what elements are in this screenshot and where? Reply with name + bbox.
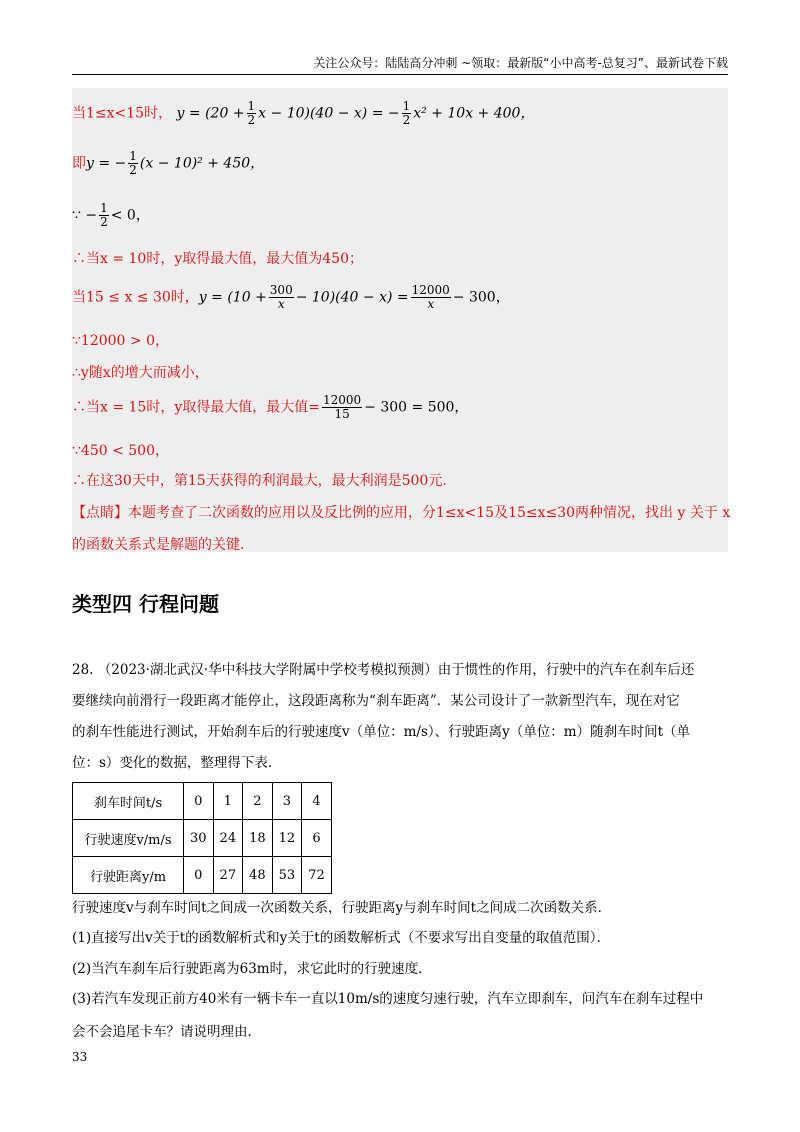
table-row: [73, 857, 332, 894]
table-cell: 48: [243, 857, 273, 894]
condition-text: 当15 ≤ x ≤ 30时，: [72, 289, 199, 306]
table-row: [73, 783, 332, 820]
section-title: 类型四 行程问题: [72, 592, 219, 616]
subquestion-1: (1)直接写出v关于t的函数解析式和y关于t的函数解析式（不要求写出自变量的取值范围）．: [72, 930, 610, 946]
fraction: $\frac{1}{2}$: [100, 201, 108, 230]
table-cell: 27: [213, 857, 243, 894]
table-cell: 72: [302, 857, 332, 894]
row-header: 行驶距离y/m: [73, 857, 184, 894]
question-line-3: 的刹车性能进行测试，开始刹车后的行驶速度v（单位：m/s）、行驶距离y（单位：m）随刹车时间t（单: [72, 724, 691, 740]
subquestion-3-line-2: 会不会追尾卡车？请说明理由．: [72, 1024, 261, 1040]
remark-line-1: 【点睛】本题考查了二次函数的应用以及反比例的应用，分1≤x<15及15≤x≤30两种情况，找出 y 关于 x: [72, 505, 731, 521]
table-cell: 6: [302, 820, 332, 857]
table-cell: 1: [213, 783, 243, 820]
table-cell: 18: [243, 820, 273, 857]
formula-part: x − 10)(40 − x) = −: [258, 105, 400, 122]
solution-line-8: [72, 394, 468, 421]
table-cell: 0: [184, 783, 214, 820]
solution-line-1: [72, 100, 534, 127]
solution-line-4: ∴当x = 10时，y取得最大值，最大值为450；: [72, 251, 363, 267]
solution-line-10: ∴在这30天中，第15天获得的利润最大，最大利润是500元.: [72, 473, 447, 489]
formula-part: y = (20 +: [176, 105, 245, 122]
fraction: $\frac{1}{2}$: [402, 99, 411, 128]
subquestion-3-line-1: (3)若汽车发现正前方40米有一辆卡车一直以10m/s的速度匀速行驶，汽车立即刹车，问汽车在刹车过程中: [72, 991, 704, 1007]
table-cell: 0: [184, 857, 214, 894]
subquestion-2: (2)当汽车刹车后行驶距离为63m时，求它此时的行驶速度．: [72, 961, 432, 977]
formula-part: x² + 10x + 400，: [413, 105, 535, 122]
page-number: 33: [72, 1050, 88, 1064]
solution-line-2: [72, 150, 264, 177]
relation-text: 行驶速度v与刹车时间t之间成一次函数关系，行驶距离y与刹车时间t之间成二次函数关系．: [72, 900, 612, 916]
formula-part: − 300 = 500，: [364, 399, 469, 416]
table-row: [73, 820, 332, 857]
question-line-1: 28. （2023·湖北武汉·华中科技大学附属中学校考模拟预测）由于惯性的作用，行驶中的汽车在刹车后还: [72, 662, 695, 678]
solution-line-6: ∵12000 > 0，: [72, 333, 169, 349]
formula-part: ∵ −: [72, 207, 98, 224]
formula-part: y = −: [86, 155, 127, 172]
formula-part: < 0，: [110, 207, 150, 224]
formula-part: y = (10 +: [198, 289, 267, 306]
fraction: $\frac{300}{x}$: [269, 283, 293, 312]
text: ∴当x = 15时，y取得最大值，最大值=: [72, 399, 320, 416]
table-cell: 30: [184, 820, 214, 857]
formula-part: − 300，: [452, 289, 510, 306]
solution-line-3: [72, 202, 150, 229]
solution-line-9: ∵450 < 500，: [72, 443, 169, 459]
fraction: $\frac{12000}{15}$: [322, 393, 362, 422]
table-cell: 3: [272, 783, 302, 820]
solution-line-7: ∴y随x的增大而减小，: [72, 365, 209, 381]
page-header: 关注公众号：陆陆高分冲刺 ~领取：最新版“小中高考-总复习”、最新试卷下载: [72, 54, 728, 75]
fraction: $\frac{12000}{x}$: [411, 283, 450, 312]
solution-line-5: [72, 284, 510, 311]
question-line-4: 位：s）变化的数据，整理得下表．: [72, 755, 282, 771]
table-cell: 12: [272, 820, 302, 857]
table-cell: 53: [272, 857, 302, 894]
text: 即: [72, 155, 86, 172]
formula-part: − 10)(40 − x) =: [295, 289, 409, 306]
remark-line-2: 的函数关系式是解题的关键.: [72, 537, 245, 553]
table-cell: 24: [213, 820, 243, 857]
question-line-2: 要继续向前滑行一段距离才能停止，这段距离称为“刹车距离”．某公司设计了一款新型汽车，现在对它: [72, 693, 680, 709]
table-cell: 2: [243, 783, 273, 820]
table-cell: 4: [302, 783, 332, 820]
fraction: $\frac{1}{2}$: [247, 99, 256, 128]
fraction: $\frac{1}{2}$: [129, 149, 137, 178]
condition-text: 当1≤x<15时，: [72, 105, 173, 122]
data-table: [72, 782, 332, 894]
formula-part: (x − 10)² + 450，: [139, 155, 265, 172]
row-header: 行驶速度v/m/s: [73, 820, 184, 857]
row-header: 刹车时间t/s: [73, 783, 184, 820]
